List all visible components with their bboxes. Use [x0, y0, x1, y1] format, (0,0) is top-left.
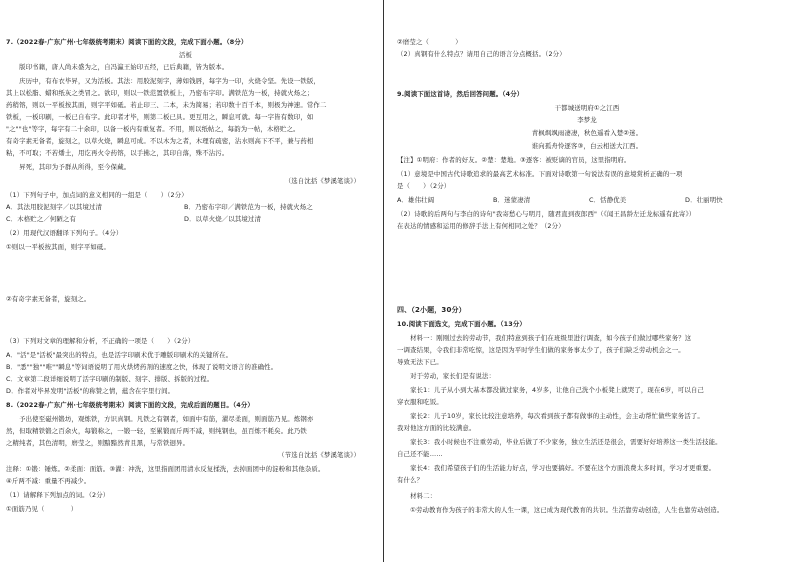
- q9-heading: 9.阅读下面这首诗，然后回答问题。（4分）: [397, 90, 524, 98]
- material-1-line: 一调查结果，令我们非常吃惊，这是因为平时学生们做的家务事太少了，孩子们缺乏劳动机会之一。: [397, 346, 685, 354]
- q7-sub3-c: C．文章第二段详细说明了活字印刷的制版、刻字、排版、拆版的过程。: [6, 375, 214, 383]
- parent-4b: 有什么？: [397, 476, 424, 484]
- parent-2b: 我对他这方面的比较满意。: [397, 424, 476, 432]
- q7-sub3-b: B．"悉""独""唯""瞬息"等词语说明了用火烘烤药剂的速度之快，体现了说明文语言的准确性。: [6, 363, 278, 371]
- q8-sub1-b: ②磨莹之（ ）: [397, 38, 462, 46]
- q9-option-a: A．雄伟壮阔: [397, 196, 435, 204]
- parent-1b: 穿衣服和吃饭。: [397, 398, 443, 406]
- q7-p2-line: 其上以松脂、蜡和纸灰之类冒之。欲印，则以一铁范置铁板上，乃密布字印。满铁范为一板，持就火炀之；: [6, 89, 314, 97]
- q7-sub3-a: A．"活"是"活板"最突出的特点，也是活字印刷术优于雕版印刷术的关键所在。: [6, 351, 233, 359]
- right-column: [397, 0, 794, 562]
- parent-2: 家长2：儿子10岁，家长比较注意培养，每次看到孩子都有做事的主动性，会主动帮忙做些家务活了。: [397, 412, 704, 420]
- q7-p2-line: 庆历中，有布衣毕昇，又为活板。其法：用胶泥刻字，薄如钱唇，每字为一印，火烧令坚。先设一铁版，: [6, 77, 320, 85]
- q7-sub1: （1）下列句子中，加点词的意义相同的一组是（ ）（2分）: [6, 191, 188, 199]
- q9-sub1-b: 是（ ）（2分）: [397, 182, 451, 190]
- material-1-line: 导致无法下已。: [397, 358, 443, 366]
- poem-note: 【注】①明府：作者的好友。②楚：楚地。③逐客：被贬谪的官员，这里指明府。: [397, 156, 631, 164]
- q7-sub3: （3）下列对文章的理解和分析，不正确的一项是（ ）（2分）: [6, 337, 195, 345]
- q7-title: 活板: [178, 51, 193, 59]
- q7-sub2: （2）用现代汉语翻译下列句子。（4分）: [6, 229, 123, 237]
- option-a: A．其法用胶泥刻字／以其境过清: [6, 203, 103, 211]
- q7-sub3-d: D．作者对毕昇发明"活板"的称赞之情，蕴含在字里行间。: [6, 387, 175, 395]
- parent-1: 家长1：儿子从小到大基本都没做过家务，4岁多，让他自己洗个小板凳上就哭了，现在6岁，可以自己: [397, 386, 704, 394]
- parent-3b: 自己还不能……: [397, 450, 443, 458]
- q8-notes-2: ④斤两不减：重量不再减少。: [6, 477, 91, 485]
- q8-heading: 8.（2022春·广东广州·七年级统考期末）阅读下面的文段，完成后面的题目。（4分）: [6, 401, 254, 409]
- q8-sub1-a: ①面筋乃见（ ）: [6, 505, 78, 513]
- q9-option-d: D．壮丽明快: [685, 196, 723, 204]
- q9-sub2-b: 在表达的情感和运用的修辞手法上有何相同之处？（2分）: [397, 222, 565, 230]
- q9-sub1: （1）意境是中国古代诗歌追求的最高艺术标准。下面对诗歌第一句说法有误的意境赏析正确的一项: [397, 170, 683, 178]
- parent-3: 家长3：我小时候也不注重劳动，毕业后做了不少家务，独立生活还是很会，需要好好培养这一类生活技能。: [397, 438, 722, 446]
- q8-line: 之精纯者，其色清明，磨莹之，则黯黯然青且黑，与常铁迥异。: [6, 439, 190, 447]
- poem-author: 李梦龙: [577, 116, 597, 124]
- q8-source: （节选自沈括《梦溪笔谈》）: [278, 451, 360, 459]
- q7-heading: 7.（2022春·广东广州·七年级统考期末）阅读下面的文段，完成下面小题。（8分）: [6, 38, 248, 46]
- material-2-heading: 材料二：: [397, 492, 437, 500]
- section-4-heading: 四、（2小题，30分）: [397, 306, 466, 314]
- option-d: D．以草火烧／以其境过清: [184, 215, 262, 223]
- q9-option-c: C．恬静优美: [589, 196, 627, 204]
- q9-option-b: B．迷蒙凄清: [493, 196, 531, 204]
- column-divider: [371, 0, 397, 562]
- q10-heading: 10.阅读下面选文，完成下面小题。（13分）: [397, 320, 526, 328]
- q7-sub2-b: ②有奇字素无备者，旋刻之。: [6, 295, 91, 303]
- parent-4: 家长4：我们希望孩子们的生活能力好点，学习也要搞好。不要在这个方面浪费太多时间，学习才更重要。: [397, 464, 716, 472]
- q7-source: （选自沈括《梦溪笔谈》）: [284, 177, 360, 185]
- q7-p2-line: 有奇字素无备者，旋刻之，以草火烧，瞬息可成。不以木为之者，木理有疏密，沾水则高下不平，兼与药相: [6, 137, 314, 145]
- q9-sub2: （2）诗歌的后两句与李白的诗句"我寄愁心与明月，随君直到夜郎西"（《闻王昌龄左迁龙标遥有此寄》）: [397, 210, 696, 218]
- left-column: [0, 0, 371, 562]
- poem-line-1: 青枫飒飒雨凄凄，秋色遥看入楚②迷。: [531, 129, 643, 137]
- q7-p2-line: 药稍镕，则以一平板按其面，则字平如砥。若止印三、二本，未为简易；若印数十百千本，则极为神速。常作二: [6, 101, 327, 109]
- q7-p2-line: "之""也"等字，每字有二十余印，以备一板内有重复者。不用，则以纸帖之，每韵为一帖，木格贮之。: [6, 125, 300, 133]
- q7-paragraph-1: 版印书籍，唐人尚未盛为之，自冯瀛王始印五经，已后典籍，皆为版本。: [6, 63, 229, 71]
- q7-p2-line: 粘，不可取；不若燔土，用讫再火令药镕，以手拂之，其印自落，殊不沾污。: [6, 149, 229, 157]
- option-c: C．木格贮之／何陋之有: [6, 215, 77, 223]
- material-1-line: 材料一：刚刚过去的劳动节，我们特意到孩子们在班级里进行调查，如今孩子们做过哪些家务？这: [397, 334, 692, 342]
- q7-paragraph-3: 昇死，其印为予群从所得，至今保藏。: [6, 163, 131, 171]
- q8-sub2: （2）真钢有什么特点？请用自己的语言分点概括。（2分）: [397, 50, 566, 58]
- material-1-intro: 对于劳动，家长们是有说法：: [397, 372, 496, 380]
- material-2-line: ①劳动教育作为孩子的非常大的人生一课，这已成为现代教育的共识。生活靠劳动创造，人生也靠劳动创造。: [397, 506, 724, 514]
- q8-line: 予出使至磁州锻坊，观炼铁，方识真钢。凡铁之有钢者，如面中有筋，濯尽柔面，则面筋乃见。炼钢亦: [6, 415, 314, 423]
- q8-sub1: （1）请解释下列加点的词。（2分）: [6, 491, 110, 499]
- q8-notes: 注释：①锻：锤炼。②柔面：面筋。③濯：冲洗，这里指面团用清水反复揉洗，去掉面团中的淀粉和其他杂质。: [6, 465, 325, 473]
- q7-p2-line: 铁板，一板印刷，一板已自布字。此印者才毕，则第二板已具。更互用之，瞬息可就。每一字皆有数印，如: [6, 113, 314, 121]
- q8-line: 然，但取精铁锻之百余火，每锻称之，一锻一轻，至累锻而斤两不减，则纯钢也，虽百炼不耗矣。此乃铁: [6, 427, 307, 435]
- q7-sub2-a: ①则以一平板按其面，则字平如砥。: [6, 243, 110, 251]
- option-b: B．乃密布字印／满铁范为一板，持就火炀之: [184, 203, 313, 211]
- poem-line-2: 谁向孤舟怜逐客③，白云相送大江西。: [531, 142, 643, 150]
- poem-title: 干都城送明府①之江西: [554, 104, 620, 112]
